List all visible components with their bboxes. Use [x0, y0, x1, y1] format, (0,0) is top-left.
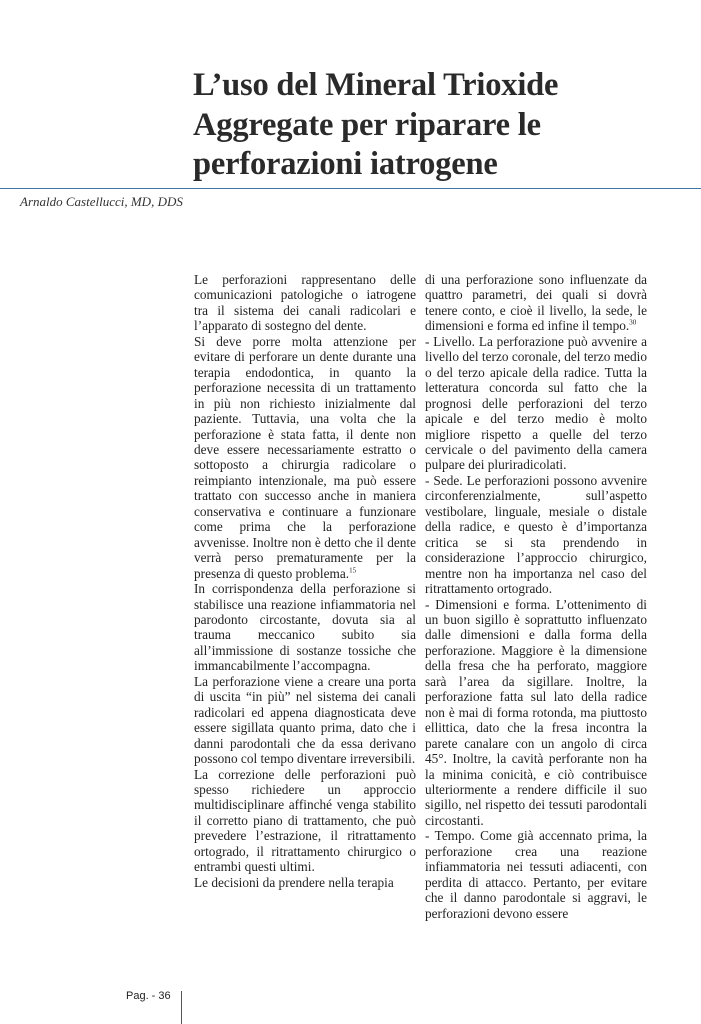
paragraph: Le perforazioni rappresentano delle comunicazioni patologiche o iatrogene tra il sistema dei canali radicolari e l’apparato di sostegno del dente.	[194, 272, 416, 334]
paragraph: di una perforazione sono influenzate da quattro parametri, dei quali si dovrà tenere conto, e cioè il livello, la sede, le dimensioni e forma ed infine il tempo.$^{30}$	[425, 272, 647, 334]
text-column-right	[425, 272, 647, 921]
paragraph: - Tempo. Come già accennato prima, la perforazione crea una reazione infiammatoria nei tessuti adiacenti, con perdita di attacco. Pertanto, per evitare che il danno parodontale si aggravi, le perforazioni devono essere	[425, 828, 647, 921]
paragraph: La correzione delle perforazioni può spesso richiedere un approccio multidisciplinare affinché venga stabilito il corretto piano di trattamento, che può prevedere l’estrazione, il ritrattamento ortogrado, il ritrattamento chirurgico o entrambi questi ultimi.	[194, 766, 416, 875]
text-column-left	[194, 272, 416, 890]
paragraph: In corrispondenza della perforazione si stabilisce una reazione infiammatoria nel parodonto circostante, dovuta sia al trauma meccanico subito sia all’immissione di sostanze tossiche che immancabilmente l’accompagna.	[194, 581, 416, 674]
paragraph: Si deve porre molta attenzione per evitare di perforare un dente durante una terapia endodontica, in quanto la perforazione necessita di un trattamento in più non richiesto inizialmente dal paziente. Tuttavia, una volta che la perforazione è stata fatta, il dente non deve essere necessariamente estratto o sottoposto a chirurgia radicolare o reimpianto intenzionale, ma può essere trattato con successo anche in maniera conservativa e continuare a funzionare come prima che la perforazione avvenisse. Inoltre non è detto che il dente verrà perso prematuramente per la presenza di questo problema.$^{15}$	[194, 333, 416, 581]
paragraph: La perforazione viene a creare una porta di uscita “in più” nel sistema dei canali radicolari ed appena diagnosticata deve essere sigillata quanto prima, dato che i danni parodontali che da essa derivano possono col tempo diventare irreversibili.	[194, 673, 416, 767]
paragraph: - Dimensioni e forma. L’ottenimento di un buon sigillo è soprattutto influenzato dalle dimensioni e dalla forma della perforazione. Maggiore è la dimensione della fresa che ha perforato, maggiore sarà l’area da sigillare. Inoltre, la perforazione fatta sul lato della radice non è mai di forma rotonda, ma piuttosto ellittica, dato che la fresa incontra la parete canalare con un angolo di circa 45°. Inoltre, la cavità perforante non ha la minima conicità, e ciò contribuisce ulteriormente a rendere difficile il suo sigillo, nel rispetto dei tessuti parodontali circostanti.	[425, 596, 647, 828]
author-byline: Arnaldo Castellucci, MD, DDS	[20, 194, 183, 209]
reference-number: 15	[349, 566, 357, 575]
article-title: L’uso del Mineral Trioxide Aggregate per riparare le perforazioni iatrogene	[193, 67, 559, 182]
page-number: Pag. - 36	[126, 990, 171, 1002]
reference-number: 30	[629, 318, 637, 327]
footer-divider	[181, 991, 182, 1024]
title-divider	[0, 188, 701, 189]
paragraph: Le decisioni da prendere nella terapia	[194, 874, 394, 890]
paragraph: - Sede. Le perforazioni possono avvenire circonferenzialmente, sull’aspetto vestibolare, linguale, mesiale o distale della radice, e questo è d’importanza critica se si sta prendendo in considerazione l’approccio chirurgico, mentre non ha importanza nel caso del ritrattamento ortogrado.	[425, 472, 647, 597]
paragraph: - Livello. La perforazione può avvenire a livello del terzo coronale, del terzo medio o del terzo apicale della radice. Tutta la letteratura concorda sul fatto che la prognosi delle perforazioni del terzo apicale e del terzo medio è molto migliore rispetto a quelle del terzo cervicale o del pavimento della camera pulpare dei pluriradicolati.	[425, 333, 647, 473]
